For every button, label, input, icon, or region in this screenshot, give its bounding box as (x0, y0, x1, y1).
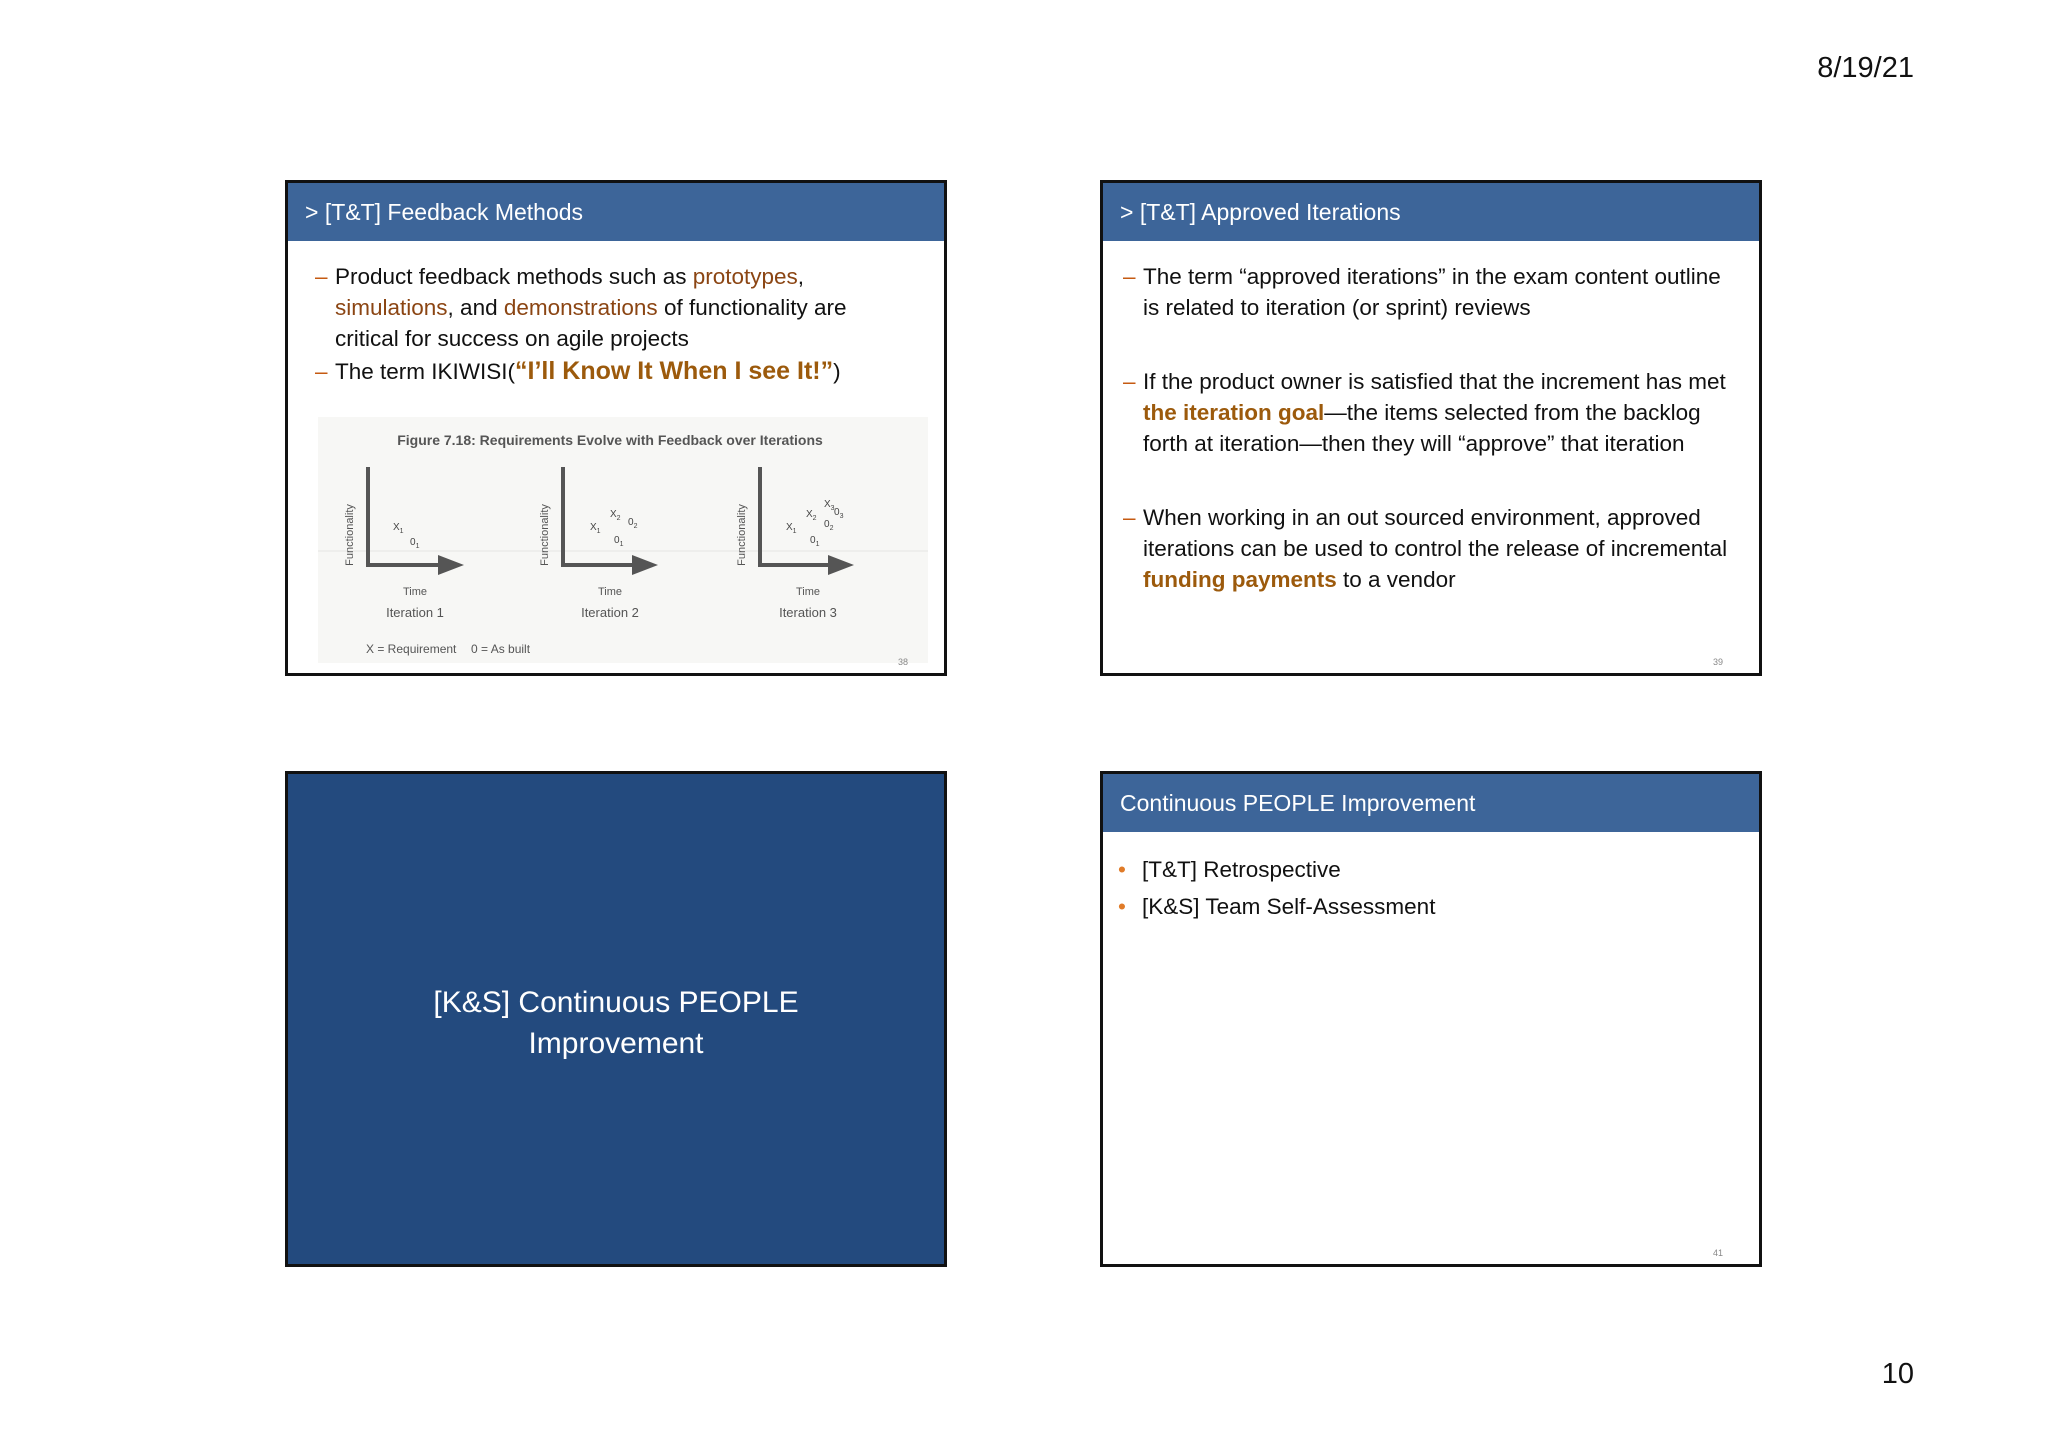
iteration-label: Iteration 3 (779, 605, 837, 620)
list-item: • [T&T] Retrospective (1118, 851, 1738, 888)
slide-title: > [T&T] Approved Iterations (1103, 183, 1759, 241)
slide-approved-iterations (1100, 180, 1762, 676)
slide-number: 41 (1712, 1248, 1723, 1258)
legend-as-built: 0 = As built (471, 642, 531, 656)
svg-text:02: $0_2$ (628, 517, 638, 530)
page-number: 10 (1881, 1358, 1914, 1390)
slide-number: 38 (897, 657, 908, 667)
slide-number: 39 (1712, 657, 1723, 667)
slide-title: Continuous PEOPLE Improvement (1103, 774, 1759, 832)
requirements-figure (318, 417, 928, 663)
svg-text:X2: $X_2$ (806, 509, 817, 522)
slide-bullets (315, 261, 915, 387)
y-axis-label: Functionality (736, 504, 748, 566)
list-item: • [K&S] Team Self-Assessment (1118, 888, 1738, 925)
slide-bullets (1118, 851, 1738, 925)
iteration-label: Iteration 1 (386, 605, 444, 620)
svg-text:X1: $X_1$ (393, 522, 404, 535)
legend-requirement: X = Requirement (366, 642, 457, 656)
bullet-ikiwisi: – The term IKIWISI(“I’ll Know It When I see It!”) (315, 356, 915, 387)
slide-title: > [T&T] Feedback Methods (288, 183, 944, 241)
svg-text:X1: $X_1$ (590, 522, 601, 535)
svg-text:01: $0_1$ (410, 537, 420, 550)
section-title: [K&S] Continuous PEOPLE Improvement (433, 986, 799, 1060)
svg-text:03: $0_3$ (834, 507, 844, 520)
iteration-3-panel (736, 467, 854, 620)
x-axis-label: Time (402, 586, 428, 598)
iteration-1-panel (344, 467, 464, 620)
iteration-label: Iteration 2 (581, 605, 639, 620)
requirements-diagram (318, 417, 928, 663)
svg-text:01: $0_1$ (614, 535, 624, 548)
bullet-iteration-goal: – If the product owner is satisfied that the increment has met the iteration goal—the items selected from the backlog forth at iteration—then they will “approve” that iteration (1123, 366, 1743, 459)
bullet-approved-iterations-term: – The term “approved iterations” in the exam content outline is related to iteration (or sprint) reviews (1123, 261, 1743, 323)
iteration-2-panel (539, 467, 658, 620)
slide-bullets (1123, 261, 1743, 595)
figure-title: Figure 7.18: Requirements Evolve with Feedback over Iterations (397, 432, 823, 448)
svg-text:02: $0_2$ (824, 519, 834, 532)
svg-text:X2: $X_2$ (610, 509, 621, 522)
y-axis-label: Functionality (344, 504, 356, 566)
slide-section-continuous-people (285, 771, 947, 1267)
svg-text:01: $0_1$ (810, 535, 820, 548)
x-axis-label: Time (795, 586, 821, 598)
x-axis-label: Time (597, 586, 623, 598)
svg-text:X1: $X_1$ (786, 522, 797, 535)
page-date: 8/19/21 (1817, 52, 1914, 84)
slide-feedback-methods (285, 180, 947, 676)
y-axis-label: Functionality (539, 504, 551, 566)
bullet-funding-payments: – When working in an out sourced environment, approved iterations can be used to control the release of incremental funding payments to a vendor (1123, 502, 1743, 595)
slide-continuous-people-improvement (1100, 771, 1762, 1267)
bullet-feedback-methods: – Product feedback methods such as prototypes, simulations, and demonstrations of functionality are critical for success on agile projects (315, 261, 915, 354)
svg-text:X3: $X_3$ (824, 499, 835, 512)
